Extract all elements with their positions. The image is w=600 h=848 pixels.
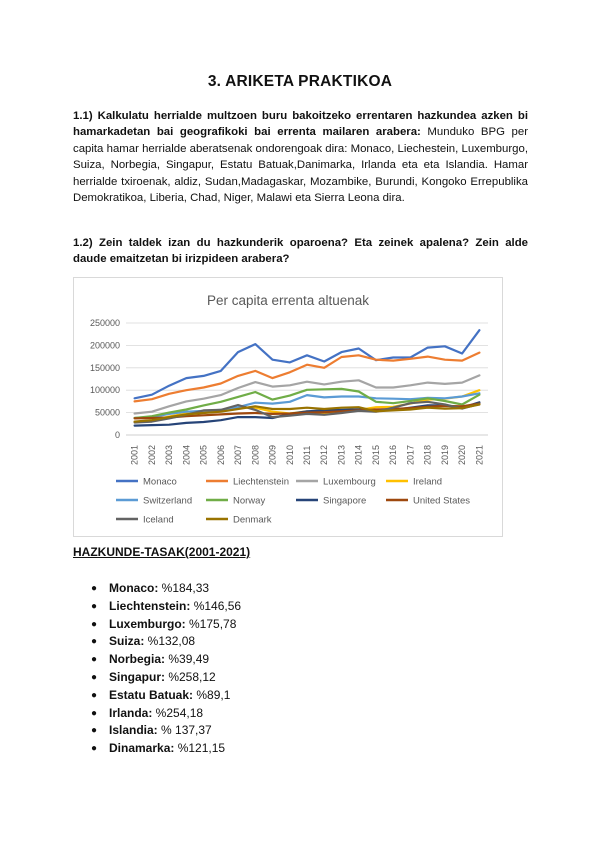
list-item (73, 740, 241, 758)
bullet-icon: ● (91, 654, 98, 666)
growth-rates-list (73, 580, 241, 758)
bullet-icon: ● (91, 618, 98, 630)
bullet-icon: ● (91, 707, 98, 719)
question-2-paragraph: 1.2) Zein taldek izan du hazkunderik oparoena? Eta zeinek apalena? Zein alde daude emaitzetan bi irizpideen arabera? (73, 237, 528, 266)
list-item (73, 687, 241, 705)
country-name: Suiza: (109, 634, 145, 649)
list-item (73, 598, 241, 616)
x-tick-label: 2017 (405, 444, 416, 465)
growth-rate: %39,49 (165, 652, 210, 667)
x-tick-label: 2002 (146, 444, 157, 465)
bullet-icon: ● (91, 725, 98, 737)
x-tick-label: 2016 (388, 444, 399, 465)
legend-label-liechtenstein: Liechtenstein (233, 476, 289, 488)
legend-label-united-states: United States (413, 495, 471, 507)
bullet-icon: ● (91, 636, 98, 648)
legend-label-ireland: Ireland (413, 476, 443, 488)
legend-label-switzerland: Switzerland (143, 495, 193, 507)
x-tick-label: 2021 (474, 444, 485, 465)
y-tick-label: 50000 (94, 407, 120, 418)
bullet-icon: ● (91, 600, 98, 612)
growth-rates-heading: HAZKUNDE-TASAK(2001-2021) (73, 545, 251, 559)
growth-rate: % 137,37 (157, 723, 212, 738)
growth-rate: %146,56 (190, 598, 242, 613)
x-tick-label: 2003 (164, 444, 175, 465)
list-item (73, 580, 241, 598)
income-chart (73, 277, 503, 537)
growth-rate: %121,15 (174, 741, 226, 756)
chart-title: Per capita errenta altuenak (206, 293, 370, 308)
bullet-icon: ● (91, 689, 98, 701)
x-tick-label: 2012 (319, 444, 330, 465)
x-tick-label: 2008 (250, 444, 261, 465)
bullet-icon: ● (91, 671, 98, 683)
country-name: Dinamarka: (109, 741, 175, 756)
growth-rate: %132,08 (144, 634, 196, 649)
question-1-prompt: 1.1) Kalkulatu herrialde multzoen buru bakoitzeko errentaren hazkundea azken bi hamarkadetan bai geografikoki bai errenta mailaren arabera: (73, 110, 528, 139)
list-item (73, 705, 241, 723)
growth-rate: %184,33 (158, 581, 210, 595)
x-tick-label: 2013 (336, 444, 347, 465)
x-tick-label: 2004 (181, 444, 192, 465)
page-title: 3. ARIKETA PRAKTIKOA (207, 73, 393, 90)
x-tick-label: 2010 (284, 444, 295, 465)
x-tick-label: 2018 (422, 444, 433, 465)
country-name: Irlanda: (109, 705, 153, 720)
growth-rate: %175,78 (185, 616, 237, 631)
legend-label-iceland: Iceland (143, 514, 174, 526)
x-tick-label: 2015 (370, 444, 381, 465)
y-tick-label: 150000 (89, 362, 120, 373)
x-tick-label: 2009 (267, 444, 278, 465)
list-item (73, 616, 241, 634)
legend-label-singapore: Singapore (323, 495, 367, 507)
y-tick-label: 200000 (89, 340, 120, 351)
x-tick-label: 2006 (215, 444, 226, 465)
legend-label-luxembourg: Luxembourg (323, 476, 376, 488)
y-tick-label: 0 (114, 430, 120, 440)
list-item (73, 722, 241, 740)
x-tick-label: 2014 (353, 444, 364, 465)
question-1-body: Munduko BPG per capita hamar herrialde aberatsenak ondorengoak dira: Monaco, Liechestein, Luxemburgo, Suiza, Norbegia, Singapur, Estatu Batuak,Danimarka, Irlanda eta eta Islandia. Hamar herrialde txiroenak, aldiz, Sudan,Madagaskar, Mozambike, Burundi, Kongoko Errepublika Demokratikoa, Liberia, Chad, Niger, Malawi eta Sierra Leona dira. (73, 126, 528, 205)
x-tick-label: 2020 (457, 444, 468, 465)
list-item (73, 633, 241, 651)
x-tick-label: 2007 (233, 444, 244, 465)
country-name: Estatu Batuak: (109, 687, 194, 702)
x-tick-label: 2001 (129, 444, 140, 465)
x-tick-label: 2019 (439, 444, 450, 465)
country-name: Norbegia: (109, 652, 166, 667)
legend-label-denmark: Denmark (233, 514, 272, 526)
legend-label-monaco: Monaco (143, 476, 177, 488)
y-tick-label: 250000 (89, 318, 120, 328)
country-name: Monaco: (109, 581, 159, 595)
list-item (73, 651, 241, 669)
question-1-paragraph (73, 108, 528, 206)
bullet-icon: ● (91, 583, 98, 594)
growth-rate: %89,1 (193, 687, 231, 702)
country-name: Liechtenstein: (109, 598, 191, 613)
growth-rate: %258,12 (165, 669, 216, 684)
y-tick-label: 100000 (89, 385, 120, 396)
country-name: Islandia: (109, 723, 158, 738)
x-tick-label: 2005 (198, 444, 209, 465)
income-chart-svg (74, 278, 502, 536)
legend-label-norway: Norway (233, 495, 266, 507)
bullet-icon: ● (91, 743, 98, 755)
list-item (73, 669, 241, 687)
country-name: Singapur: (109, 669, 165, 684)
growth-rate: %254,18 (152, 705, 204, 720)
country-name: Luxemburgo: (109, 616, 186, 631)
x-tick-label: 2011 (302, 445, 312, 465)
